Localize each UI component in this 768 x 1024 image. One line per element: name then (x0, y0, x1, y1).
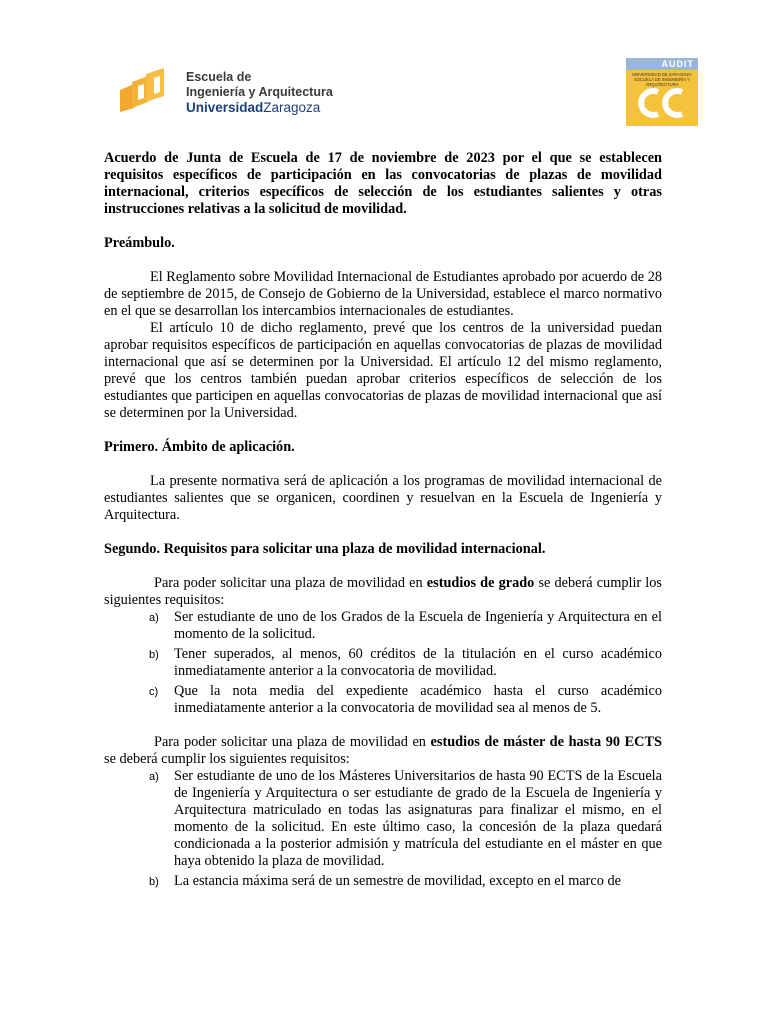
grado-requirements-list (104, 609, 662, 717)
section-first-heading: Primero. Ámbito de aplicación. (104, 439, 295, 455)
page-header (108, 56, 698, 128)
grado-intro-post: se deberá cumplir los siguientes requisitos: (104, 575, 662, 608)
logo-university: Universidad (186, 100, 264, 115)
list-marker: b) (149, 649, 159, 661)
list-item (104, 646, 662, 680)
list-item (104, 683, 662, 717)
section-second-heading: Segundo. Requisitos para solicitar una plaza de movilidad internacional. (104, 541, 546, 557)
list-marker: b) (149, 876, 159, 888)
master-intro-post: se deberá cumplir los siguientes requisitos: (104, 751, 350, 767)
section-first-paragraph: La presente normativa será de aplicación a los programas de movilidad internacional de estudiantes salientes que se organicen, coordinen y resuelvan en la Escuela de Ingeniería y Arquitectura. (104, 473, 662, 523)
master-requirements-list (104, 768, 662, 890)
list-marker: a) (149, 612, 159, 624)
list-marker: a) (149, 771, 159, 783)
logo-text (186, 70, 333, 116)
list-item (104, 768, 662, 870)
grado-intro-bold: estudios de grado (426, 575, 535, 591)
audit-cc-icon (632, 88, 692, 118)
list-item-text: Tener superados, al menos, 60 créditos de la titulación en el curso académico inmediatamente anterior a la convocatoria de movilidad. (174, 646, 662, 679)
list-item (104, 873, 662, 890)
preamble-heading: Preámbulo. (104, 235, 175, 251)
list-item-text: Ser estudiante de uno de los Grados de la Escuela de Ingeniería y Arquitectura en el momento de la solicitud. (174, 609, 662, 642)
document-title: Acuerdo de Junta de Escuela de 17 de noviembre de 2023 por el que se establecen requisitos específicos de participación en las convocatorias de plazas de movilidad internacional, criterios específicos de selección de los estudiantes salientes y otras instrucciones relativas a la solicitud de movilidad. (104, 150, 662, 217)
list-marker: c) (149, 686, 159, 698)
audit-seal (626, 58, 698, 126)
preamble-paragraph-1: El Reglamento sobre Movilidad Internacional de Estudiantes aprobado por acuerdo de 28 de septiembre de 2015, de Consejo de Gobierno de la Universidad, establece el marco normativo en el que se desarrollan los intercambios internacionales de estudiantes. (104, 269, 662, 319)
grado-intro-pre: Para poder solicitar una plaza de movilidad en (154, 575, 427, 591)
list-item-text: La estancia máxima será de un semestre de movilidad, excepto en el marco de (174, 873, 621, 889)
school-logo (118, 66, 338, 116)
master-intro-bold: estudios de máster de hasta 90 ECTS (430, 734, 662, 750)
master-intro-pre: Para poder solicitar una plaza de movilidad en (154, 734, 431, 750)
list-item-text: Ser estudiante de uno de los Másteres Universitarios de hasta 90 ECTS de la Escuela de Ingeniería y Arquitectura o ser estudiante de grado de la Escuela de Ingeniería y Arquitectura matriculado en todas las asignaturas para finalizar el mismo, en el momento de la solicitud. En este último caso, la concesión de la plaza quedará condicionada a la posterior admisión y matrícula del estudiante en el máster en que haya obtenido la plaza de movilidad. (174, 768, 662, 869)
logo-line-3 (186, 100, 333, 116)
list-item-text: Que la nota media del expediente académico hasta el curso académico inmediatamente anterior a la convocatoria de movilidad sea al menos de 5. (174, 683, 662, 716)
master-intro (104, 734, 662, 768)
logo-line-2: Ingeniería y Arquitectura (186, 85, 333, 99)
audit-caption: UNIVERSIDAD DE ZARAGOZA ESCUELA DE INGENIERÍA Y ARQUITECTURA (632, 72, 692, 87)
logo-mark-icon (118, 68, 174, 112)
logo-city: Zaragoza (263, 100, 321, 115)
logo-line-1: Escuela de (186, 70, 252, 84)
list-item (104, 609, 662, 643)
preamble-paragraph-2: El artículo 10 de dicho reglamento, prevé que los centros de la universidad puedan aprobar requisitos específicos de participación en aquellas convocatorias de plazas de movilidad internacional que así se determinen por la Universidad. El artículo 12 del mismo reglamento, prevé que los centros también puedan aprobar criterios específicos de selección de los estudiantes que participen en aquellas convocatorias de plazas de movilidad internacional que así se determinen por la Universidad. (104, 320, 662, 421)
document-body (104, 150, 662, 890)
grado-intro (104, 575, 662, 609)
audit-label: AUDIT (626, 58, 698, 70)
